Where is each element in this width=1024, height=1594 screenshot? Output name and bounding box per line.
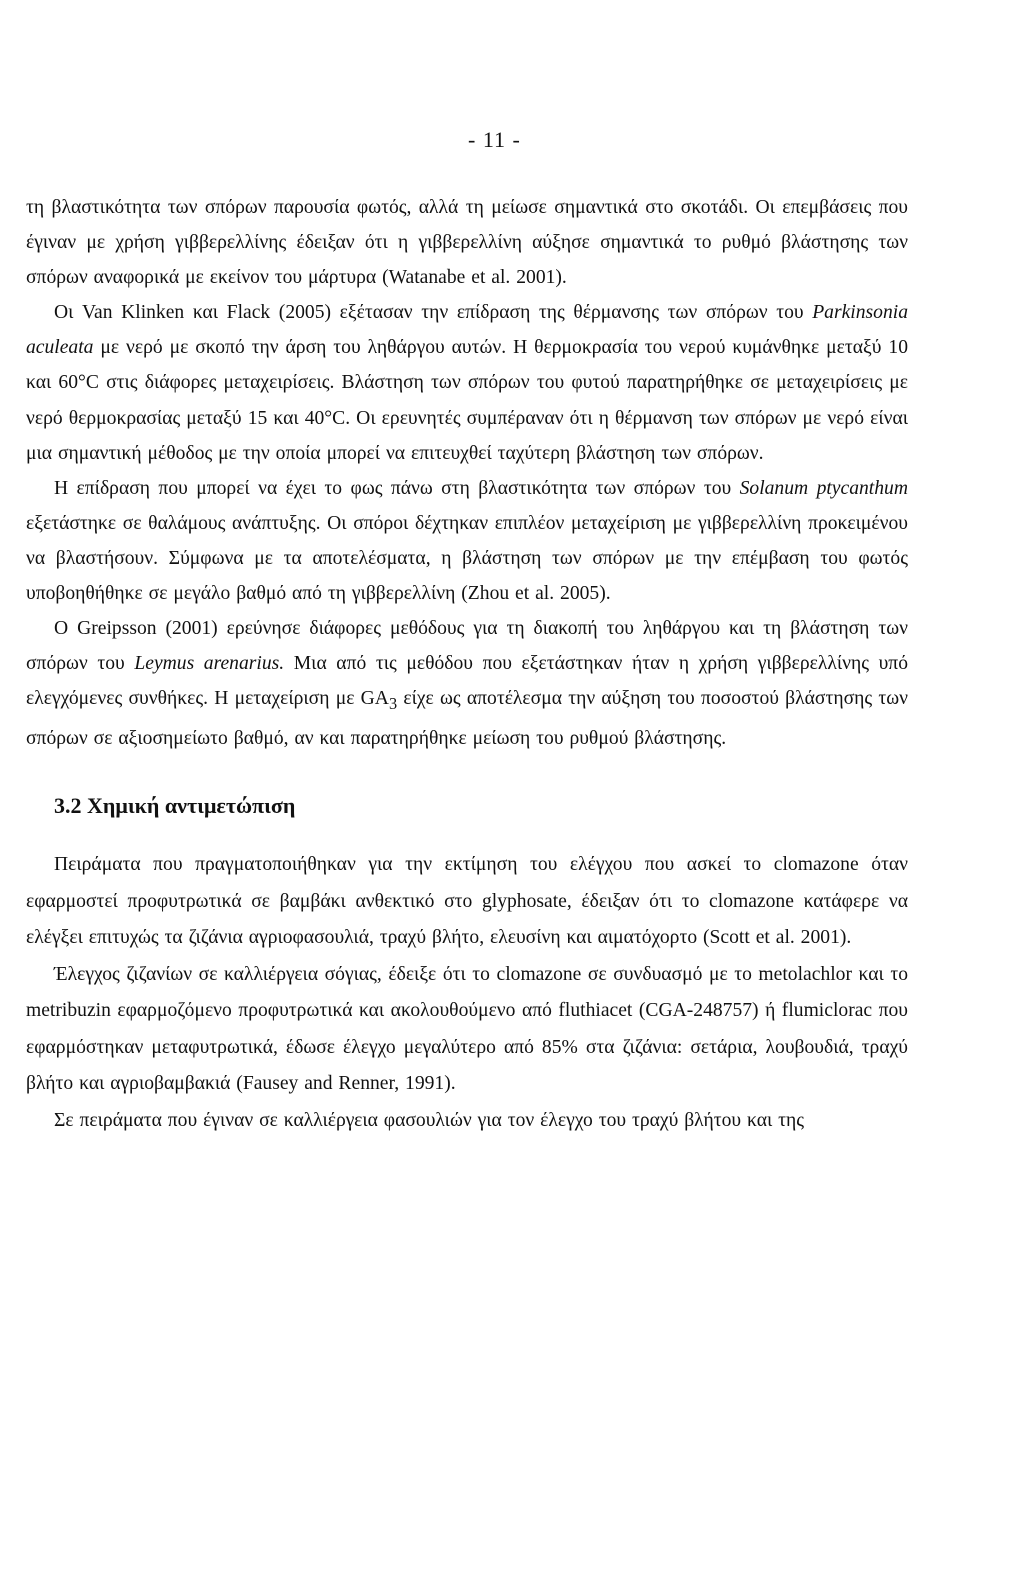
paragraph-watanabe: τη βλαστικότητα των σπόρων παρουσία φωτός, αλλά τη μείωσε σημαντικά στο σκοτάδι. Οι επεμβάσεις που έγιναν με χρήση γιββερελλίνης έδειξαν ότι η γιββερελλίνη αύξησε σημαντικά το ρυθμό βλάστησης των σπόρων αναφορικά με εκείνον του μάρτυρα (Watanabe et al. 2001). xyxy=(26,197,908,289)
paragraph-text: είχε ως αποτέλεσμα την αύξηση του ποσοστού βλάστησης των σπόρων σε αξιοσημείωτο βαθμό, αν και παρατηρήθηκε μείωση του ρυθμού βλάστησης. xyxy=(26,688,908,750)
paragraph-beans: Σε πειράματα που έγιναν σε καλλιέργεια φασουλιών για τον έλεγχο του τραχύ βλήτου και της xyxy=(54,1109,805,1131)
paragraph-fausey: Έλεγχος ζιζανίων σε καλλιέργεια σόγιας, έδειξε ότι το clomazone σε συνδυασμό με το metolachlor και το metribuzin εφαρμοζόμενο προφυτρωτικά και ακολουθούμενο από fluthiacet (CGA-248757) ή flumiclorac που εφαρμόστηκαν μεταφυτρωτικά, έδωσε έλεγχο μεγαλύτερο από 85% στα ζιζάνια: σετάρια, λουβουδιά, τραχύ βλήτο και αγριοβαμβακιά (Fausey and Renner, 1991). xyxy=(26,963,908,1095)
paragraph-text: Μια από τις μεθόδου που εξετάστηκαν ήταν η χρήση γιββερελλίνης υπό ελεγχόμενες συνθήκες. Η μεταχείριση με GA xyxy=(26,653,908,710)
paragraph-van-klinken xyxy=(26,295,908,470)
species-name: Parkinsonia aculeata xyxy=(26,302,908,359)
species-name: Leymus arenarius. xyxy=(134,653,285,675)
page-number: - 11 - xyxy=(468,127,521,152)
paragraph-scott: Πειράματα που πραγματοποιήθηκαν για την εκτίμηση του ελέγχου που ασκεί το clomazone όταν εφαρμοστεί προφυτρωτικά σε βαμβάκι ανθεκτικό στο glyphosate, έδειξαν ότι το clomazone κατάφερε να ελέγξει επιτυχώς τα ζιζάνια αγριοφασουλιά, τραχύ βλήτο, ελευσίνη και αιματόχορτο (Scott et al. 2001). xyxy=(26,854,908,949)
paragraph-text: Η επίδραση που μπορεί να έχει το φως πάνω στη βλαστικότητα των σπόρων του xyxy=(54,477,740,499)
document-body xyxy=(26,190,908,1139)
subscript: 3 xyxy=(388,694,398,714)
section-heading: 3.2 Χημική αντιμετώπιση xyxy=(54,793,296,819)
species-name: Solanum ptycanthum xyxy=(739,477,908,499)
section-chemical-control xyxy=(26,847,908,1139)
paragraph-text: εξετάστηκε σε θαλάμους ανάπτυξης. Οι σπόροι δέχτηκαν επιπλέον μεταχείριση με γιββερελλίνη προκειμένου να βλαστήσουν. Σύμφωνα με τα αποτελέσματα, η βλάστηση των σπόρων με την επέμβαση του φωτός υποβοηθήθηκε σε μεγάλο βαθμό από τη γιββερελλίνη (Zhou et al. 2005). xyxy=(26,512,908,605)
paragraph-text: Ο Greipsson (2001) ερεύνησε διάφορες μεθόδους για τη διακοπή του ληθάργου και τη βλάστηση των σπόρων του xyxy=(26,618,908,675)
paragraph-text: με νερό με σκοπό την άρση του ληθάργου αυτών. Η θερμοκρασία του νερού κυμάνθηκε μεταξύ 10 και 60°C στις διάφορες μεταχειρίσεις. Βλάστηση των σπόρων του φυτού παρατηρήθηκε σε μεταχειρίσεις με νερό θερμοκρασίας μεταξύ 15 και 40°C. Οι ερευνητές συμπέραναν ότι η θέρμανση των σπόρων με νερό είναι μια σημαντική μέθοδος με την οποία μπορεί να επιτευχθεί ταχύτερη βλάστηση των σπόρων. xyxy=(26,337,908,464)
paragraph-zhou xyxy=(26,471,908,611)
paragraph-greipsson xyxy=(26,611,908,756)
paragraph-text: Οι Van Klinken και Flack (2005) εξέτασαν την επίδραση της θέρμανσης των σπόρων του xyxy=(54,302,813,324)
